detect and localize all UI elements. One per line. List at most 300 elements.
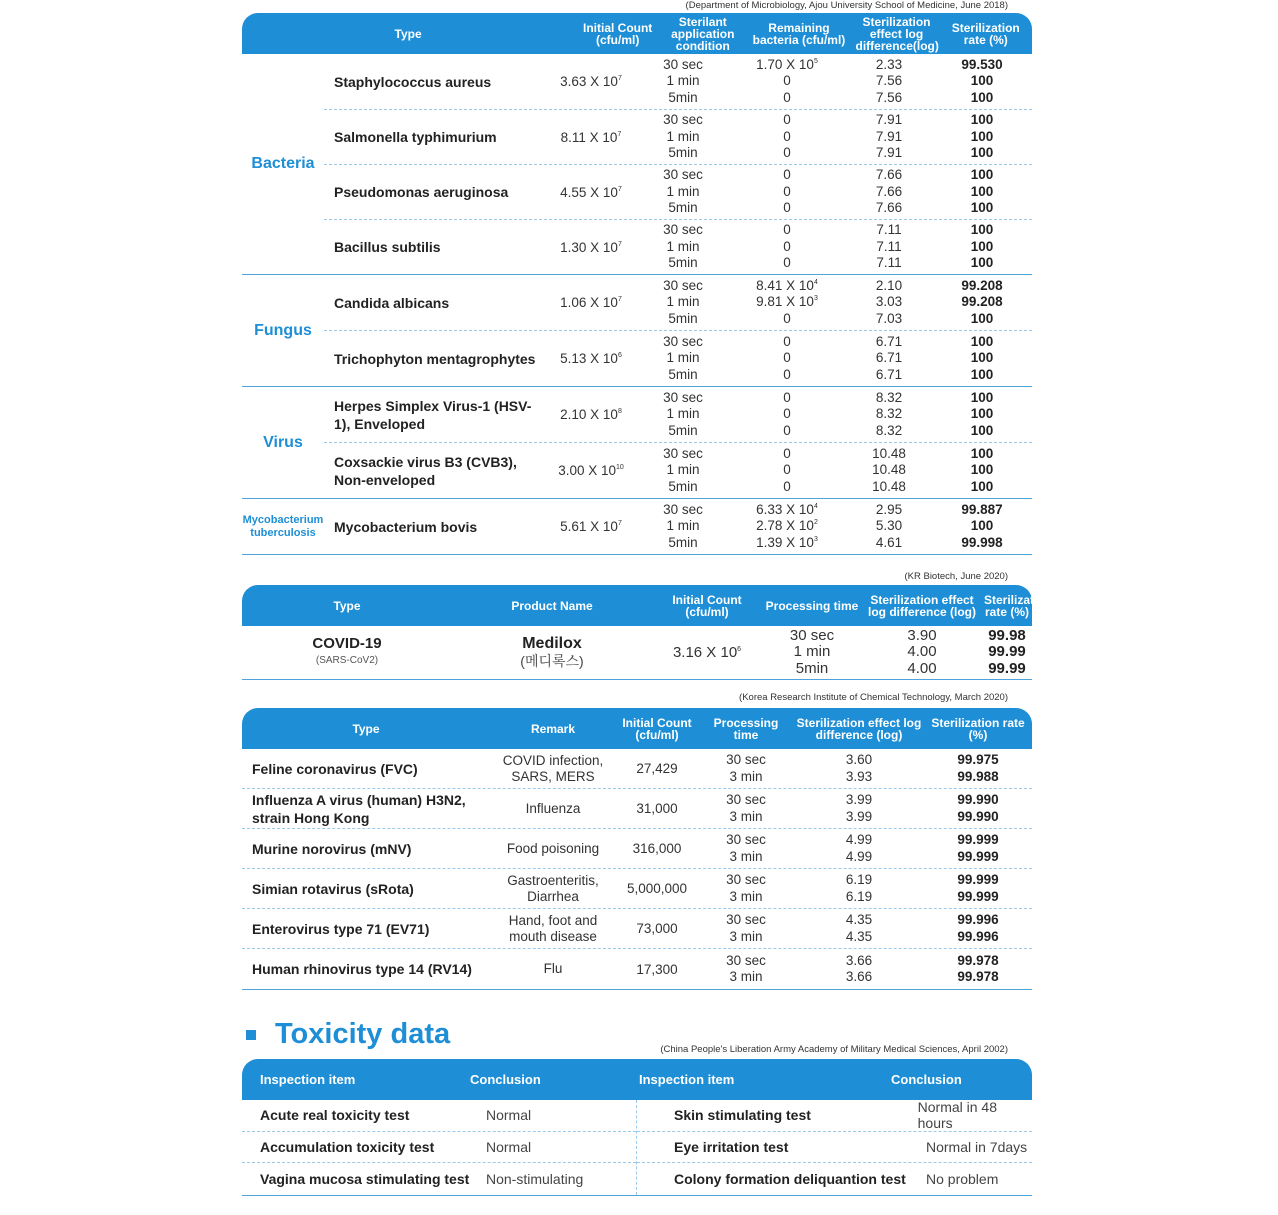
time-value: 3 min	[729, 848, 763, 864]
log-value: 4.99	[845, 848, 873, 864]
rate-value: 99.208	[961, 277, 1003, 293]
initial-count	[544, 463, 638, 478]
remaining-value	[756, 57, 818, 74]
conclusion: No problem	[926, 1170, 999, 1187]
header-log: Sterilization effect log difference(log)	[855, 14, 939, 53]
time-value: 30 sec	[663, 445, 703, 461]
organism-name: Mycobacterium bovis	[334, 518, 478, 535]
value: 3.90	[907, 626, 937, 644]
remaining-value	[783, 112, 791, 129]
section-bacteria	[242, 54, 1032, 275]
remaining-value	[783, 334, 791, 351]
conclusion: Normal in 48 hours	[917, 1099, 998, 1132]
log-value: 7.56	[875, 89, 903, 105]
remaining-bacteria	[728, 278, 846, 328]
table-row	[242, 626, 1032, 679]
log-difference	[846, 222, 932, 272]
inspection-item: Accumulation toxicity test	[260, 1138, 435, 1155]
time-value: 3 min	[729, 768, 763, 784]
log-value: 8.32	[875, 422, 903, 438]
table-row	[324, 443, 1032, 498]
organism-name: Salmonella typhimurium	[334, 129, 497, 145]
value: 1 min	[793, 643, 831, 661]
log-difference	[794, 752, 924, 785]
remaining-exponent: 4	[813, 278, 818, 286]
sterilization-rate	[924, 792, 1032, 825]
section-label: Bacteria	[251, 155, 315, 172]
header-rate: Sterilization rate (%)	[951, 20, 1020, 47]
rate-value: 100	[970, 167, 994, 183]
initial-count-base: 4.55 X 10	[560, 184, 618, 200]
application-times	[638, 278, 728, 328]
remark: Food poisoning	[506, 840, 600, 856]
time-value: 1 min	[666, 128, 700, 144]
rate-value: 99.978	[957, 969, 999, 984]
value: 4.00	[907, 659, 937, 677]
rate-value: 99.988	[957, 768, 999, 784]
rate-value: 100	[970, 145, 994, 161]
time-value: 30 sec	[726, 912, 766, 927]
remaining-exponent: 3	[813, 295, 818, 303]
table2-body	[242, 626, 1032, 680]
log-value: 4.35	[845, 928, 873, 944]
toxicity-header	[242, 1059, 1032, 1100]
remaining-base: 0	[783, 183, 791, 199]
log-value: 7.66	[875, 183, 903, 199]
section-rows	[324, 54, 1032, 274]
rate-value: 100	[970, 112, 994, 128]
time-value: 30 sec	[663, 112, 703, 128]
rate-value: 99.990	[957, 808, 999, 824]
log-difference	[794, 912, 924, 945]
organism-name: Staphylococcus aureus	[334, 73, 492, 90]
table-row	[324, 275, 1032, 331]
table-row	[324, 165, 1032, 220]
rate-value: 99.999	[957, 832, 999, 847]
initial-count	[544, 240, 638, 255]
table3-body	[242, 749, 1032, 990]
initial-count: 31,000	[636, 801, 678, 816]
covid-type-label: COVID-19	[312, 635, 382, 652]
time-value: 5min	[668, 145, 698, 161]
rate-value: 99.999	[957, 888, 999, 904]
toxicity-left-column	[242, 1100, 637, 1195]
remaining-bacteria	[728, 112, 846, 162]
initial-count-base: 1.06 X 10	[560, 295, 618, 310]
log-difference	[846, 112, 932, 162]
remark: Gastroenteritis, Diarrhea	[507, 872, 599, 904]
table-row	[242, 869, 1032, 909]
remaining-base: 0	[783, 350, 791, 366]
header-rate: Sterilization rate (%)	[984, 592, 1053, 619]
log-value: 6.19	[845, 872, 873, 887]
remaining-value	[756, 518, 818, 535]
toxicity-heading	[246, 1018, 450, 1051]
remaining-base: 2.78 X 10	[756, 518, 814, 534]
remaining-value	[756, 278, 818, 295]
remaining-base: 0	[783, 112, 791, 128]
initial-count-base: 1.30 X 10	[560, 239, 618, 255]
time-value: 5min	[668, 478, 698, 494]
rate-value: 99.208	[961, 294, 1003, 310]
log-values	[862, 628, 982, 678]
header-rate: Sterilization rate (%)	[931, 715, 1025, 742]
header-type: Type	[352, 721, 380, 736]
virus-type: Feline coronavirus (FVC)	[252, 760, 418, 777]
header-type: Type	[333, 598, 361, 613]
sterilization-rate	[932, 502, 1032, 552]
initial-count	[544, 351, 638, 366]
remaining-value	[783, 311, 791, 328]
table-row	[324, 331, 1032, 386]
remark: COVID infection, SARS, MERS	[502, 752, 604, 784]
log-value: 2.33	[875, 56, 903, 72]
toxicity-row	[637, 1100, 1032, 1132]
sterilization-table-2	[242, 585, 1053, 680]
log-value: 3.93	[845, 768, 873, 784]
log-value: 3.60	[845, 752, 873, 767]
initial-count	[544, 519, 638, 534]
application-times	[638, 390, 728, 440]
time-value: 1 min	[666, 183, 700, 199]
time-value: 3 min	[729, 808, 763, 824]
table1-header	[242, 13, 1032, 54]
remaining-exponent: 5	[813, 57, 818, 65]
value: 99.99	[988, 643, 1026, 661]
time-value: 1 min	[666, 350, 700, 366]
table-row	[324, 220, 1032, 274]
organism-name: Candida albicans	[334, 294, 450, 311]
toxicity-row	[242, 1132, 636, 1164]
sterilization-rate	[932, 167, 1032, 217]
header-inspection-item-right: Inspection item	[639, 1071, 735, 1087]
remaining-base: 1.70 X 10	[756, 56, 814, 72]
remaining-base: 0	[783, 462, 791, 478]
toxicity-table	[242, 1059, 1032, 1196]
remaining-base: 0	[783, 238, 791, 254]
remaining-base: 0	[783, 89, 791, 105]
toxicity-source: (China People's Liberation Army Academy of Military Medical Sciences, April 2002)	[660, 1044, 1008, 1055]
log-value: 4.61	[875, 534, 903, 550]
log-value: 7.11	[876, 238, 902, 254]
rate-value: 99.990	[957, 792, 999, 807]
log-value: 2.95	[875, 501, 903, 517]
time-value: 30 sec	[726, 752, 766, 767]
rate-value: 99.975	[957, 752, 999, 767]
header-log: Sterilization effect log difference (log)	[868, 592, 976, 619]
rate-value: 99.999	[957, 872, 999, 887]
organism-name: Trichophyton mentagrophytes	[334, 350, 536, 367]
initial-count-exponent: 8	[617, 408, 622, 415]
header-condition: Sterilant application condition	[671, 14, 735, 53]
log-value: 6.19	[845, 888, 873, 904]
virus-type: Influenza A virus (human) H3N2, strain Hong Kong	[252, 791, 466, 826]
table-row	[324, 387, 1032, 443]
time-value: 5min	[668, 89, 698, 105]
log-difference	[794, 832, 924, 865]
conclusion: Normal in 7days	[926, 1138, 1028, 1155]
rate-value: 100	[970, 222, 994, 238]
application-times	[638, 112, 728, 162]
time-value: 3 min	[729, 969, 763, 984]
log-value: 10.48	[872, 445, 906, 461]
rate-value: 100	[970, 128, 994, 144]
time-value: 5min	[668, 200, 698, 216]
header-initial: Initial Count (cfu/ml)	[622, 715, 692, 742]
inspection-item: Eye irritation test	[674, 1138, 789, 1155]
sterilization-rate	[932, 222, 1032, 272]
table-row	[242, 909, 1032, 949]
table-row	[242, 749, 1032, 789]
initial-count-base: 5.61 X 10	[560, 519, 618, 534]
time-value: 3 min	[729, 888, 763, 904]
table-row	[242, 949, 1032, 989]
log-difference	[794, 953, 924, 986]
sterilization-table-3	[242, 708, 1032, 990]
inspection-item: Skin stimulating test	[674, 1107, 811, 1124]
initial-count-exponent: 6	[617, 352, 622, 359]
header-initial: Initial Count (cfu/ml)	[672, 592, 742, 619]
remaining-value	[783, 90, 791, 107]
initial-count-exponent: 7	[617, 520, 622, 527]
time-value: 30 sec	[663, 56, 703, 72]
remaining-value	[756, 502, 818, 519]
rate-value: 100	[970, 518, 994, 534]
application-times	[638, 222, 728, 272]
product-sub: (메디록스)	[520, 652, 584, 669]
remaining-bacteria	[728, 222, 846, 272]
table-row	[324, 110, 1032, 165]
processing-times	[698, 953, 794, 986]
remark: Hand, foot and mouth disease	[508, 912, 598, 944]
time-value: 30 sec	[726, 832, 766, 847]
time-value: 5min	[668, 255, 698, 271]
application-times	[638, 502, 728, 552]
organism-name: Herpes Simplex Virus-1 (HSV-1), Enveloped	[334, 397, 532, 432]
time-value: 30 sec	[663, 167, 703, 183]
rate-value: 100	[970, 422, 994, 438]
log-difference	[846, 57, 932, 107]
section-virus	[242, 387, 1032, 499]
header-type: Type	[394, 26, 422, 41]
log-value: 6.71	[875, 333, 903, 349]
value: 5min	[795, 659, 829, 677]
remaining-value	[783, 239, 791, 256]
header-conclusion-right: Conclusion	[891, 1071, 962, 1087]
remaining-base: 8.41 X 10	[756, 277, 814, 293]
sterilization-table-1	[242, 13, 1032, 555]
value: 99.99	[988, 659, 1026, 677]
time-value: 3 min	[729, 928, 763, 944]
section-rows	[324, 275, 1032, 386]
time-value: 30 sec	[663, 333, 703, 349]
header-processing: Processing time	[713, 715, 779, 742]
table3-source: (Korea Research Institute of Chemical Technology, March 2020)	[739, 692, 1008, 703]
rate-values	[982, 628, 1032, 678]
remaining-exponent: 2	[813, 519, 818, 527]
log-value: 7.66	[875, 167, 903, 183]
log-value: 5.30	[875, 518, 903, 534]
remaining-value	[783, 390, 791, 407]
virus-type: Simian rotavirus (sRota)	[252, 880, 414, 897]
initial-count-base: 3.63 X 10	[560, 74, 618, 89]
log-difference	[846, 278, 932, 328]
sterilization-rate	[924, 953, 1032, 986]
section-label: Virus	[263, 433, 303, 451]
time-value: 30 sec	[663, 389, 703, 405]
sterilization-rate	[932, 390, 1032, 440]
initial-count	[544, 130, 638, 145]
remaining-value	[756, 294, 818, 311]
log-value: 8.32	[875, 389, 903, 405]
remaining-base: 0	[783, 73, 791, 89]
section-rows	[324, 499, 1032, 554]
time-value: 1 min	[666, 294, 700, 310]
remaining-value	[783, 184, 791, 201]
remaining-base: 0	[783, 445, 791, 461]
organism-name: Bacillus subtilis	[334, 239, 441, 255]
remaining-value	[783, 145, 791, 162]
virus-type: Human rhinovirus type 14 (RV14)	[252, 961, 472, 977]
remaining-base: 0	[783, 145, 791, 161]
time-value: 5min	[668, 310, 698, 326]
rate-value: 100	[970, 478, 994, 494]
time-value: 5min	[668, 366, 698, 382]
remaining-base: 0	[783, 389, 791, 405]
initial-count	[544, 407, 638, 422]
rate-value: 99.978	[957, 952, 999, 968]
log-value: 2.10	[875, 277, 903, 293]
initial-count	[544, 295, 638, 310]
remaining-bacteria	[728, 390, 846, 440]
rate-value: 100	[970, 183, 994, 199]
remaining-bacteria	[728, 446, 846, 496]
time-value: 5min	[668, 422, 698, 438]
processing-times	[698, 872, 794, 905]
remark: Influenza	[525, 800, 581, 816]
initial-count: 3.16 X $10^6$	[672, 644, 742, 661]
table-row	[324, 499, 1032, 554]
initial-count-exponent: 7	[617, 240, 622, 248]
virus-type: Enterovirus type 71 (EV71)	[252, 920, 430, 937]
log-value: 3.03	[875, 294, 903, 310]
remaining-base: 0	[783, 333, 791, 349]
value: 30 sec	[789, 626, 835, 644]
processing-times	[698, 792, 794, 825]
log-value: 10.48	[872, 462, 906, 478]
inspection-item: Colony formation deliquantion test	[674, 1170, 906, 1187]
time-value: 1 min	[666, 238, 700, 254]
product-name	[452, 636, 652, 669]
log-difference	[846, 167, 932, 217]
remaining-bacteria	[728, 502, 846, 552]
remaining-base: 0	[783, 406, 791, 422]
remaining-value	[783, 255, 791, 272]
log-value: 4.99	[845, 832, 873, 847]
initial-count: 316,000	[632, 841, 682, 856]
toxicity-title: Toxicity data	[275, 1018, 451, 1050]
table2-header	[242, 585, 1053, 626]
remaining-base: 1.39 X 10	[756, 534, 814, 550]
remaining-base: 0	[783, 366, 791, 382]
remaining-base: 0	[783, 167, 791, 183]
remaining-value	[783, 73, 791, 90]
table1-source: (Department of Microbiology, Ajou University School of Medicine, June 2018)	[685, 0, 1008, 11]
section-rows	[324, 387, 1032, 498]
table-row	[242, 829, 1032, 869]
table1-body	[242, 54, 1032, 555]
toxicity-right-column	[637, 1100, 1032, 1195]
log-value: 6.71	[875, 350, 903, 366]
section-mycobacterium-tuberculosis	[242, 499, 1032, 555]
remaining-base: 0	[783, 422, 791, 438]
rate-value: 100	[970, 445, 994, 461]
section-fungus	[242, 275, 1032, 387]
initial-count-base: 2.10 X 10	[560, 407, 618, 422]
toxicity-body	[242, 1100, 1032, 1196]
application-times	[638, 167, 728, 217]
toxicity-row	[242, 1163, 636, 1195]
rate-value: 100	[970, 255, 994, 271]
log-value: 3.66	[845, 952, 873, 968]
initial-count-base: 3.00 X 10	[558, 463, 616, 478]
rate-value: 100	[970, 389, 994, 405]
remaining-value	[783, 446, 791, 463]
table-row	[324, 54, 1032, 110]
rate-value: 100	[970, 73, 994, 89]
log-value: 7.11	[876, 222, 902, 238]
remaining-value	[783, 406, 791, 423]
table-row	[242, 789, 1032, 829]
time-value: 5min	[668, 534, 698, 550]
log-value: 3.99	[845, 808, 873, 824]
sterilization-rate	[932, 57, 1032, 107]
header-product: Product Name	[511, 598, 593, 613]
log-value: 10.48	[872, 478, 906, 494]
rate-value: 100	[970, 350, 994, 366]
table2-source: (KR Biotech, June 2020)	[904, 571, 1008, 582]
time-value: 30 sec	[663, 277, 703, 293]
remaining-exponent: 3	[813, 535, 818, 543]
toxicity-row	[637, 1132, 1032, 1164]
remaining-value	[783, 222, 791, 239]
rate-value: 100	[970, 200, 994, 216]
remaining-value	[783, 129, 791, 146]
header-inspection-item-left: Inspection item	[260, 1071, 356, 1087]
header-initial: Initial Count (cfu/ml)	[582, 20, 653, 47]
remaining-bacteria	[728, 334, 846, 384]
header-processing: Processing time	[765, 598, 859, 613]
remaining-exponent: 4	[813, 502, 818, 510]
header-conclusion-left: Conclusion	[470, 1071, 541, 1087]
sterilization-rate	[924, 752, 1032, 785]
application-times	[638, 57, 728, 107]
toxicity-row	[242, 1100, 636, 1132]
log-value: 7.66	[875, 200, 903, 216]
processing-times	[762, 628, 862, 678]
covid-type-sub: (SARS-CoV2)	[315, 654, 379, 666]
sterilization-rate	[924, 872, 1032, 905]
organism-name: Coxsackie virus B3 (CVB3), Non-enveloped	[334, 453, 517, 488]
initial-count-base: 8.11 X 10	[560, 129, 618, 145]
processing-times	[698, 832, 794, 865]
toxicity-row	[637, 1163, 1032, 1195]
log-difference	[846, 502, 932, 552]
initial-count-exponent: 7	[617, 75, 622, 82]
time-value: 30 sec	[726, 952, 766, 968]
remaining-value	[783, 367, 791, 384]
sterilization-rate	[932, 334, 1032, 384]
